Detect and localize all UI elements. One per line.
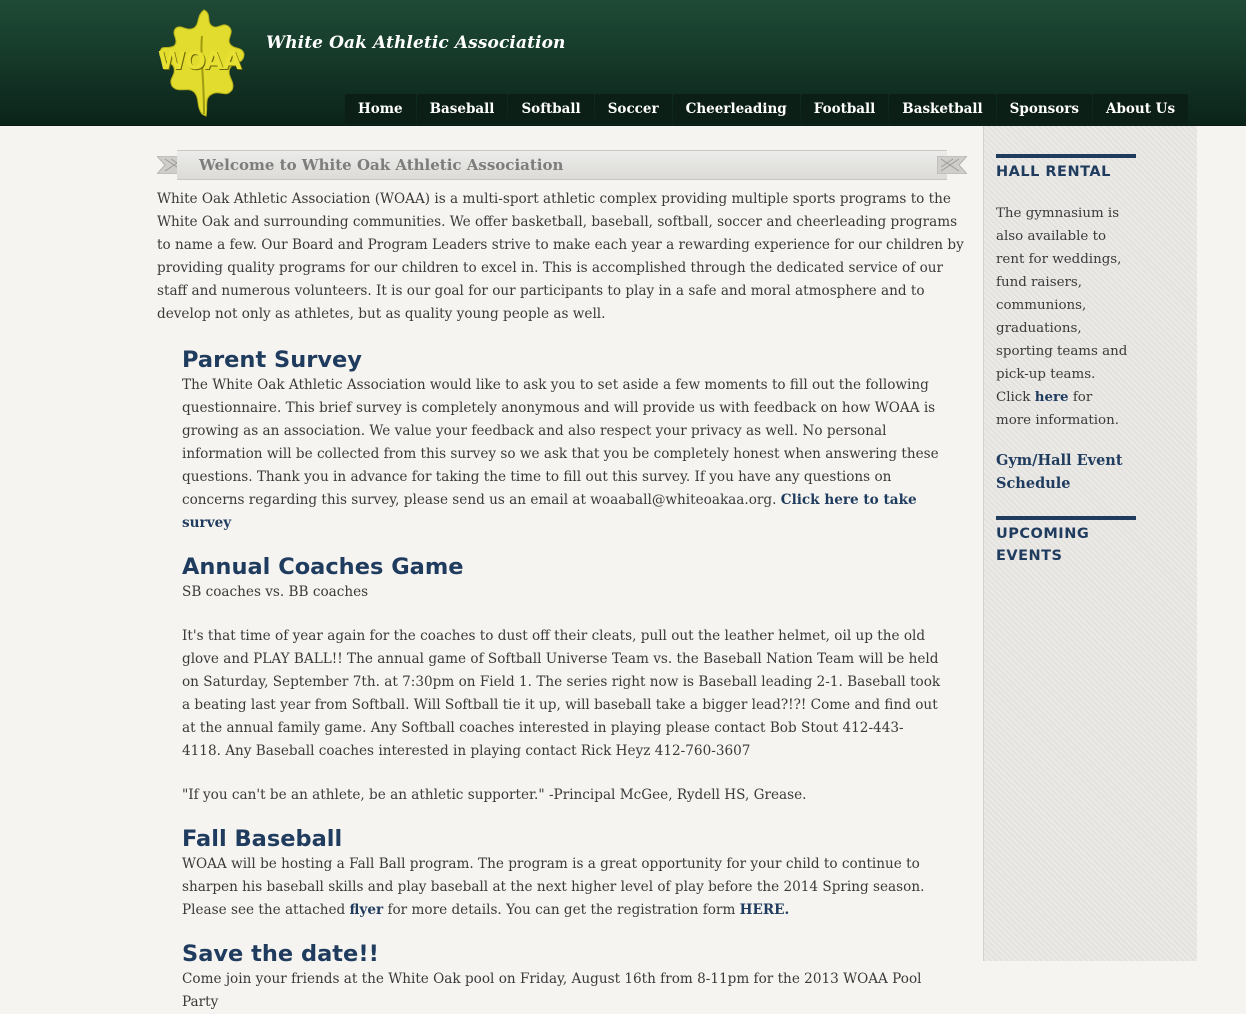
fall-baseball-heading: Fall Baseball xyxy=(182,826,343,852)
nav-basketball[interactable]: Basketball xyxy=(889,94,995,124)
nav-softball[interactable]: Softball xyxy=(508,94,593,124)
nav-cheerleading[interactable]: Cheerleading xyxy=(673,94,800,124)
coaches-game-subtitle: SB coaches vs. BB coaches xyxy=(182,584,369,600)
hall-rental-heading: HALL RENTAL xyxy=(996,164,1111,180)
woaa-logo[interactable] xyxy=(156,6,248,118)
hall-rental-text xyxy=(996,202,1131,432)
nav-about-us[interactable]: About Us xyxy=(1093,94,1188,124)
fall-baseball-section xyxy=(182,825,942,922)
save-the-date-body: Come join your friends at the White Oak pool on Friday, August 16th from 8-11pm for the 2013 WOAA Pool Party xyxy=(182,971,922,1010)
coaches-game-heading: Annual Coaches Game xyxy=(182,554,464,580)
take-survey-link[interactable]: Click here to take survey xyxy=(182,492,917,531)
gym-hall-schedule-link[interactable]: Gym/Hall Event Schedule xyxy=(996,452,1123,492)
save-the-date-section xyxy=(182,940,942,1014)
sidebar xyxy=(983,126,1197,961)
nav-football[interactable]: Football xyxy=(801,94,889,124)
hall-rental-text-1: The gymnasium is also available to rent for weddings, fund raisers, communions, graduations, sporting teams and pick-up teams. Click xyxy=(996,206,1128,405)
main-content xyxy=(157,150,969,1014)
fall-baseball-text xyxy=(182,853,942,922)
coaches-game-section xyxy=(182,553,942,807)
coaches-game-body: It's that time of year again for the coaches to dust off their cleats, pull out the leather helmet, oil up the old glove and PLAY BALL!! The annual game of Softball Universe Team vs. the Baseball Nation Team will be held on Saturday, September 7th. at 7:30pm on Field 1. The series right now is Baseball leading 2-1. Baseball took a beating last year from Softball. Will Softball tie it up, will baseball take a bigger lead?!?! Come and find out at the annual family game. Any Softball coaches interested in playing please contact Bob Stout 412-443-4118. Any Baseball coaches interested in playing contact Rick Heyz 412-760-3607 xyxy=(182,628,941,759)
coaches-game-quote: "If you can't be an athlete, be an athletic supporter." -Principal McGee, Rydell HS, Grease. xyxy=(182,787,807,803)
page-title: Welcome to White Oak Athletic Association xyxy=(199,156,564,174)
flyer-link[interactable]: flyer xyxy=(349,902,384,918)
nav-sponsors[interactable]: Sponsors xyxy=(997,94,1092,124)
logo-text: WOAA xyxy=(158,46,241,75)
parent-survey-text xyxy=(182,374,942,535)
hall-rental-rule xyxy=(996,154,1136,158)
intro-paragraph: White Oak Athletic Association (WOAA) is a multi-sport athletic complex providing multiple sports programs to the White Oak and surrounding communities. We offer basketball, baseball, softball, soccer and cheerleading programs to name a few. Our Board and Program Leaders strive to make each year a rewarding experience for our children by providing quality programs for our children to excel in. This is accomplished through the dedicated service of our staff and numerous volunteers. It is our goal for our participants to play in a safe and moral atmosphere and to develop not only as athletes, but as quality young people as well. xyxy=(157,191,964,322)
nav-home[interactable]: Home xyxy=(345,94,416,124)
hall-rental-here-link[interactable]: here xyxy=(1034,389,1069,405)
fall-baseball-body-2: for more details. You can get the registration form xyxy=(387,902,736,918)
parent-survey-body: The White Oak Athletic Association would like to ask you to set aside a few moments to fill out the following questionnaire. This brief survey is completely anonymous and will provide us with feedback on how WOAA is growing as an association. We value your feedback and also respect your privacy as well. No personal information will be collected from this survey so we ask that you be completely honest when answering these questions. Thank you in advance for taking the time to fill out this survey. If you have any questions on concerns regarding this survey, please send us an email at woaaball@whiteoakaa.org. xyxy=(182,377,939,508)
parent-survey-section xyxy=(182,346,942,535)
hall-rental-text-2: for more information. xyxy=(996,390,1119,428)
upcoming-events-heading: UPCOMING EVENTS xyxy=(996,526,1090,564)
nav-baseball[interactable]: Baseball xyxy=(417,94,508,124)
parent-survey-heading: Parent Survey xyxy=(182,347,362,373)
save-the-date-heading: Save the date!! xyxy=(182,941,379,967)
fall-baseball-body-1: WOAA will be hosting a Fall Ball program. The program is a great opportunity for your child to continue to sharpen his baseball skills and play baseball at the next higher level of play before the 2014 Spring season. Please see the attached xyxy=(182,856,925,918)
main-nav xyxy=(345,94,1189,124)
upcoming-events-rule xyxy=(996,516,1136,520)
banner-right-tail-icon xyxy=(937,156,967,174)
nav-soccer[interactable]: Soccer xyxy=(595,94,672,124)
site-header xyxy=(0,0,1246,126)
site-title[interactable]: White Oak Athletic Association xyxy=(266,33,566,53)
welcome-banner xyxy=(157,150,967,180)
registration-here-link[interactable]: HERE. xyxy=(739,902,790,918)
